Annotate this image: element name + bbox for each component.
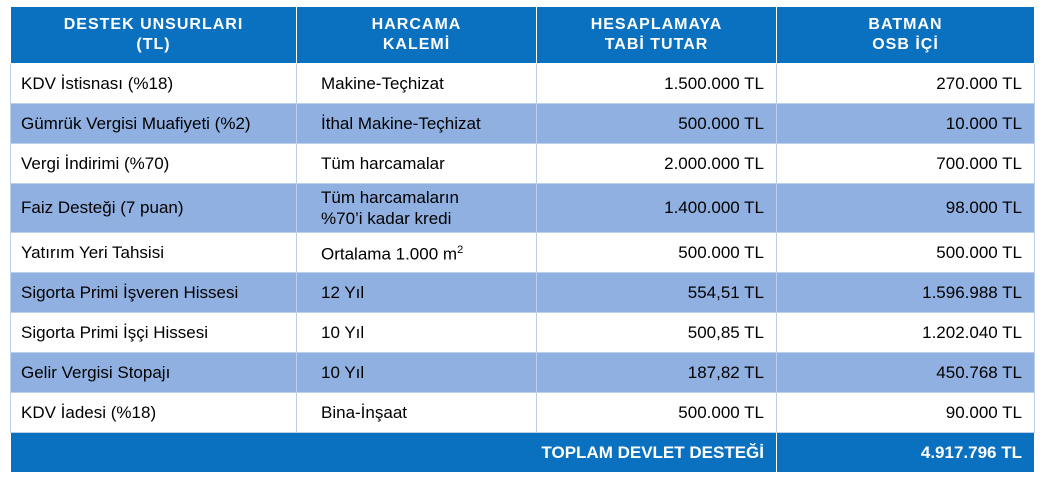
header-calc-amount-line2: TABİ TUTAR: [604, 36, 709, 53]
total-row: [11, 433, 1035, 473]
header-expense-item: [297, 7, 537, 64]
support-name: Sigorta Primi İşçi Hissesi: [11, 313, 297, 353]
calc-amount: 500.000 TL: [537, 233, 777, 273]
table-row: [11, 144, 1035, 184]
osb-amount: 270.000 TL: [777, 64, 1035, 104]
osb-amount: 1.596.988 TL: [777, 273, 1035, 313]
header-batman-osb: [777, 7, 1035, 64]
header-calc-amount: [537, 7, 777, 64]
header-batman-osb-line2: OSB İÇİ: [872, 36, 939, 53]
osb-amount: 98.000 TL: [777, 184, 1035, 233]
support-name: KDV İadesi (%18): [11, 393, 297, 433]
table-row: [11, 104, 1035, 144]
support-name: Gümrük Vergisi Muafiyeti (%2): [11, 104, 297, 144]
total-label: TOPLAM DEVLET DESTEĞİ: [11, 433, 777, 473]
table-row: [11, 393, 1035, 433]
support-name: Vergi İndirimi (%70): [11, 144, 297, 184]
support-name: Yatırım Yeri Tahsisi: [11, 233, 297, 273]
expense-item: Bina-İnşaat: [297, 393, 537, 433]
expense-item: 12 Yıl: [297, 273, 537, 313]
support-table: [10, 6, 1035, 473]
header-expense-item-line2: KALEMİ: [382, 36, 451, 53]
calc-amount: 500.000 TL: [537, 104, 777, 144]
header-support-elements-line2: (TL): [136, 36, 171, 53]
osb-amount: 700.000 TL: [777, 144, 1035, 184]
expense-item: Tüm harcamalar: [297, 144, 537, 184]
expense-item: 10 Yıl: [297, 313, 537, 353]
expense-item-line1: Tüm harcamaların: [321, 188, 459, 207]
header-support-elements: [11, 7, 297, 64]
header-batman-osb-line1: BATMAN: [868, 16, 943, 33]
expense-item-superscript: 2: [457, 244, 464, 257]
osb-amount: 450.768 TL: [777, 353, 1035, 393]
header-support-elements-line1: DESTEK UNSURLARI: [63, 16, 244, 33]
support-table-container: [10, 6, 1034, 473]
expense-item: Makine-Teçhizat: [297, 64, 537, 104]
support-name: Gelir Vergisi Stopajı: [11, 353, 297, 393]
total-value: 4.917.796 TL: [777, 433, 1035, 473]
calc-amount: 500.000 TL: [537, 393, 777, 433]
table-row: [11, 64, 1035, 104]
calc-amount: 2.000.000 TL: [537, 144, 777, 184]
expense-item: 10 Yıl: [297, 353, 537, 393]
calc-amount: 1.500.000 TL: [537, 64, 777, 104]
support-name: KDV İstisnası (%18): [11, 64, 297, 104]
expense-item-text: Ortalama 1.000 m: [321, 244, 458, 264]
osb-amount: 1.202.040 TL: [777, 313, 1035, 353]
osb-amount: 90.000 TL: [777, 393, 1035, 433]
table-row: [11, 353, 1035, 393]
header-expense-item-line1: HARCAMA: [371, 16, 462, 33]
calc-amount: 187,82 TL: [537, 353, 777, 393]
support-name: Faiz Desteği (7 puan): [11, 184, 297, 233]
table-row: [11, 184, 1035, 233]
expense-item: [297, 184, 537, 233]
expense-item: İthal Makine-Teçhizat: [297, 104, 537, 144]
expense-item: [297, 233, 537, 273]
header-row: [11, 7, 1035, 64]
header-calc-amount-line1: HESAPLAMAYA: [590, 16, 723, 33]
calc-amount: 1.400.000 TL: [537, 184, 777, 233]
support-name: Sigorta Primi İşveren Hissesi: [11, 273, 297, 313]
calc-amount: 554,51 TL: [537, 273, 777, 313]
table-row: [11, 233, 1035, 273]
expense-item-line2: %70’i kadar kredi: [321, 209, 452, 228]
table-row: [11, 273, 1035, 313]
osb-amount: 10.000 TL: [777, 104, 1035, 144]
osb-amount: 500.000 TL: [777, 233, 1035, 273]
table-row: [11, 313, 1035, 353]
calc-amount: 500,85 TL: [537, 313, 777, 353]
